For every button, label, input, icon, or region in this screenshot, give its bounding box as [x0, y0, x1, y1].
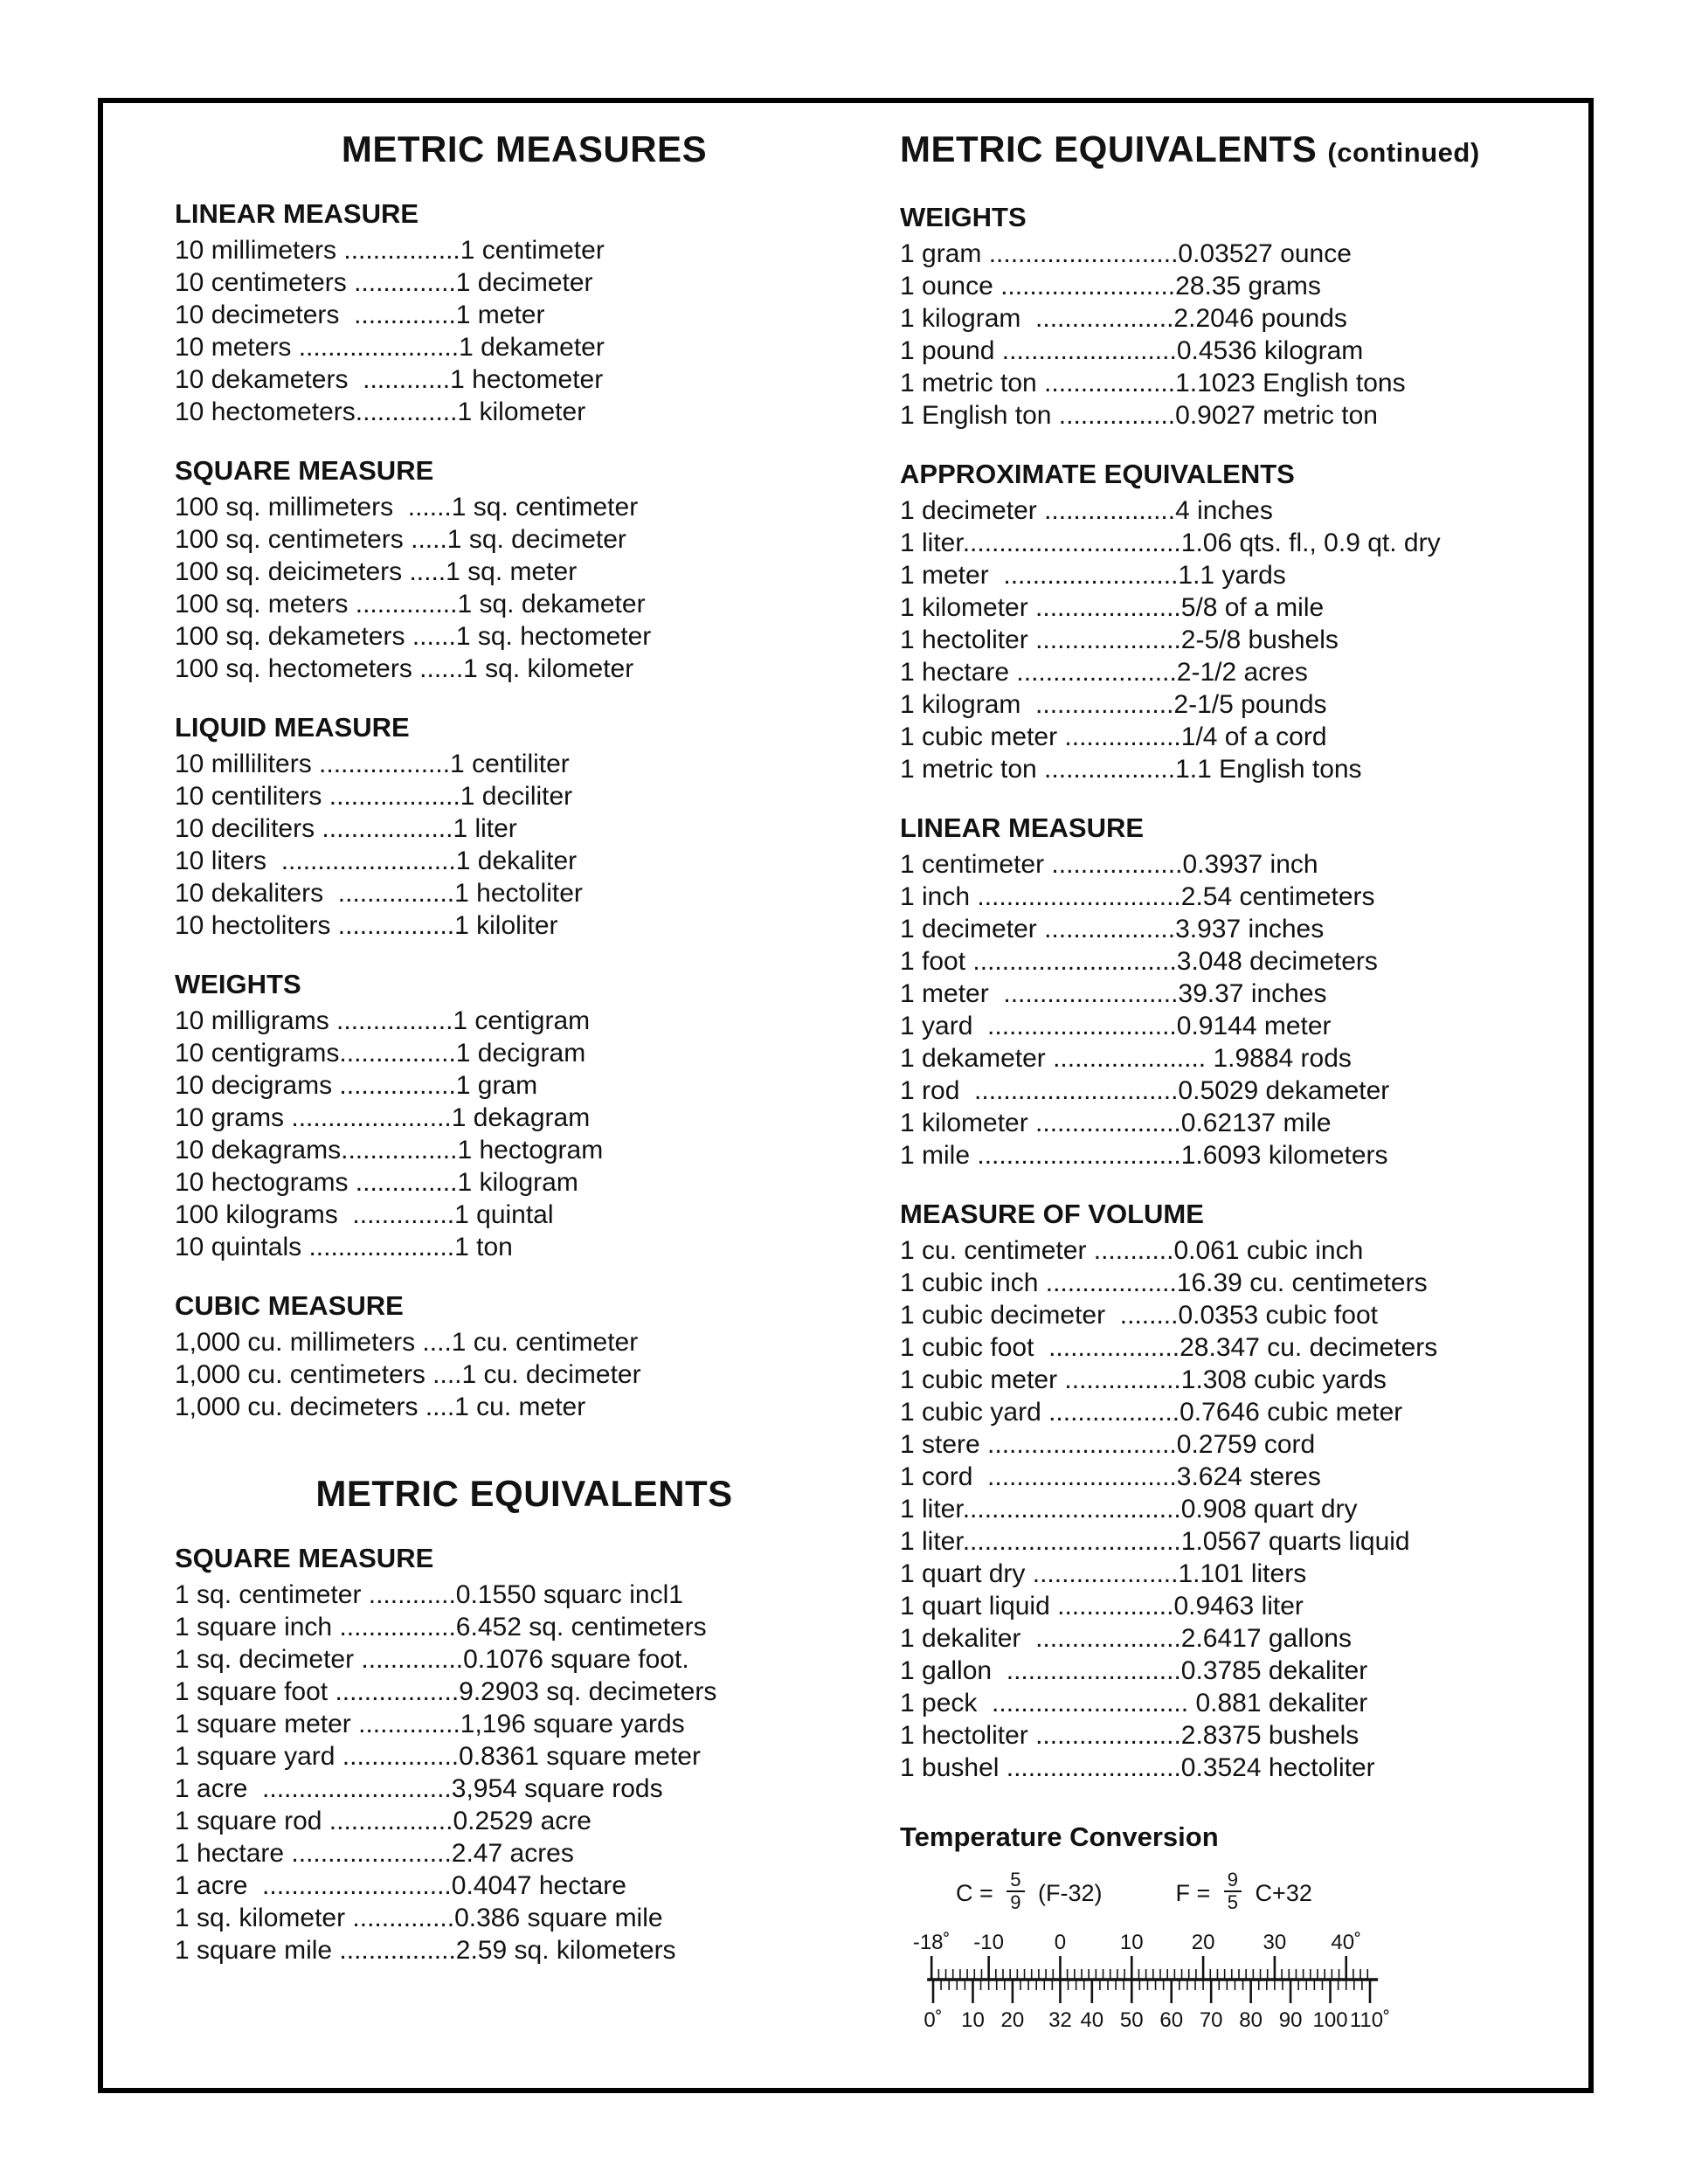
measure-row: 1 gallon ........................0.3785 dekaliter	[900, 1656, 1368, 1685]
svg-text:90: 90	[1278, 2008, 1303, 2032]
measure-row: 1 cubic inch ..................16.39 cu. centimeters	[900, 1268, 1428, 1297]
formula-pre: F =	[1175, 1879, 1217, 1906]
measure-row: 100 kilograms ..............1 quintal	[175, 1200, 554, 1229]
measure-row: 1 cubic yard ..................0.7646 cubic meter	[900, 1398, 1403, 1427]
svg-text:40˚: 40˚	[1331, 1931, 1362, 1954]
temperature-scale-wrapper	[907, 1922, 1599, 2042]
measure-row: 1 quart dry ....................1.101 liters	[900, 1559, 1307, 1588]
measure-row: 1 metric ton ..................1.1 English tons	[900, 755, 1362, 784]
section-heading: MEASURE OF VOLUME	[900, 1199, 1204, 1229]
svg-text:20: 20	[1191, 1931, 1215, 1954]
measure-row: 1 hectoliter ....................2-5/8 bushels	[900, 625, 1339, 654]
measure-of-volume-section	[900, 1196, 1599, 1784]
section-heading: CUBIC MEASURE	[175, 1290, 404, 1321]
measure-row: 1 foot ............................3.048 decimeters	[900, 947, 1378, 976]
measure-row: 1 cubic meter ................1.308 cubic yards	[900, 1365, 1387, 1394]
measure-row: 1 quart liquid ................0.9463 liter	[900, 1592, 1304, 1621]
measure-row: 1 English ton ................0.9027 metric ton	[900, 401, 1378, 430]
section-heading: APPROXIMATE EQUIVALENTS	[900, 459, 1295, 489]
measure-row: 10 hectograms ..............1 kilogram	[175, 1168, 578, 1197]
measure-row: 1 dekameter ..................... 1.9884 rods	[900, 1044, 1352, 1073]
title-text: METRIC EQUIVALENTS	[900, 128, 1328, 169]
fahrenheit-formula	[1176, 1871, 1312, 1915]
measure-row: 1 acre ..........................3,954 square rods	[175, 1774, 663, 1803]
measure-row: 1 pound ........................0.4536 kilogram	[900, 336, 1364, 365]
measure-row: 1 metric ton ..................1.1023 English tons	[900, 369, 1406, 397]
measure-row: 10 quintals ....................1 ton	[175, 1233, 513, 1261]
fraction	[1224, 1870, 1242, 1913]
measure-row: 1,000 cu. centimeters ....1 cu. decimeter	[175, 1360, 641, 1389]
measure-row: 1 ounce ........................28.35 grams	[900, 272, 1321, 301]
measure-row: 10 dekagrams................1 hectogram	[175, 1136, 604, 1165]
measure-row: 100 sq. meters ..............1 sq. dekameter	[175, 590, 646, 619]
measure-row: 1 hectare ......................2-1/2 acres	[900, 658, 1308, 687]
measure-row: 1 yard ..........................0.9144 meter	[900, 1012, 1332, 1040]
measure-row: 1 cubic meter ................1/4 of a cord	[900, 722, 1327, 751]
measure-row: 10 decimeters ..............1 meter	[175, 301, 545, 329]
measure-row: 1,000 cu. millimeters ....1 cu. centimeter	[175, 1328, 639, 1357]
measure-row: 1 cubic decimeter ........0.0353 cubic foot	[900, 1301, 1378, 1330]
measure-row: 1 kilometer ....................0.62137 mile	[900, 1109, 1332, 1137]
measure-row: 1 gram ..........................0.03527 ounce	[900, 239, 1352, 268]
measure-row: 100 sq. deicimeters .....1 sq. meter	[175, 557, 578, 586]
measure-row: 100 sq. hectometers ......1 sq. kilometer	[175, 654, 634, 683]
measure-row: 10 milligrams ................1 centigram	[175, 1006, 591, 1035]
svg-text:20: 20	[1000, 2008, 1025, 2032]
fraction	[1007, 1870, 1024, 1913]
weights-equivalents-section	[900, 199, 1599, 432]
svg-text:-10: -10	[973, 1931, 1004, 1954]
section-heading: LINEAR MEASURE	[900, 812, 1145, 843]
measure-row: 1 square foot .................9.2903 sq. decimeters	[175, 1677, 717, 1706]
measure-row: 1 meter ........................1.1 yards	[900, 561, 1286, 590]
weights-section	[175, 966, 874, 1263]
temperature-conversion-heading: Temperature Conversion	[900, 1821, 1219, 1852]
measure-row: 10 centiliters ..................1 deciliter	[175, 782, 573, 811]
fraction-numerator: 5	[1007, 1870, 1024, 1892]
title-continued-text: (continued)	[1327, 137, 1480, 168]
section-heading: SQUARE MEASURE	[175, 455, 434, 486]
linear-measure-section	[175, 196, 874, 428]
fraction-numerator: 9	[1224, 1870, 1242, 1892]
measure-row: 10 meters ......................1 dekameter	[175, 333, 605, 362]
cubic-measure-section	[175, 1288, 874, 1423]
section-heading: SQUARE MEASURE	[175, 1543, 434, 1573]
svg-text:60: 60	[1159, 2008, 1184, 2032]
measure-row: 10 deciliters ..................1 liter	[175, 814, 517, 843]
svg-text:10: 10	[961, 2008, 985, 2032]
linear-measure-equivalents-section	[900, 810, 1599, 1171]
measure-row: 1 hectare ......................2.47 acres	[175, 1839, 574, 1868]
measure-row: 1 peck ........................... 0.881 dekaliter	[900, 1689, 1368, 1717]
svg-text:32: 32	[1048, 2008, 1072, 2032]
formula-pre: C =	[956, 1879, 1000, 1906]
measure-row: 10 dekameters ............1 hectometer	[175, 365, 604, 394]
measure-row: 1 decimeter ..................4 inches	[900, 496, 1273, 525]
measure-row: 1 liter..............................0.908 quart dry	[900, 1495, 1358, 1524]
measure-row: 1 kilogram ...................2.2046 pounds	[900, 304, 1347, 333]
measure-row: 1 sq. kilometer ..............0.386 square mile	[175, 1904, 663, 1932]
temperature-formulas	[956, 1871, 1599, 1915]
svg-text:40: 40	[1080, 2008, 1104, 2032]
measure-row: 1 inch ............................2.54 centimeters	[900, 882, 1375, 911]
measure-row: 1 square rod .................0.2529 acre	[175, 1807, 591, 1835]
measure-row: 1 kilogram ...................2-1/5 pounds	[900, 690, 1327, 719]
metric-equivalents-column	[900, 128, 1599, 2042]
measure-row: 1 meter ........................39.37 inches	[900, 979, 1327, 1008]
liquid-measure-section	[175, 709, 874, 942]
celsius-formula	[956, 1871, 1103, 1915]
measure-row: 10 dekaliters ................1 hectoliter	[175, 879, 583, 908]
measure-row: 1 liter..............................1.06 qts. fl., 0.9 qt. dry	[900, 529, 1441, 557]
measure-row: 1 acre ..........................0.4047 hectare	[175, 1871, 626, 1900]
square-measure-equivalents-section	[175, 1540, 874, 1966]
square-measure-section	[175, 453, 874, 685]
svg-text:10: 10	[1119, 1931, 1144, 1954]
measure-row: 1 square inch ................6.452 sq. centimeters	[175, 1613, 707, 1641]
svg-text:-18˚: -18˚	[912, 1931, 951, 1954]
measure-row: 1 liter..............................1.0567 quarts liquid	[900, 1527, 1410, 1556]
section-heading: LINEAR MEASURE	[175, 198, 419, 229]
svg-text:80: 80	[1239, 2008, 1263, 2032]
measure-row: 1 rod ............................0.5029 dekameter	[900, 1076, 1390, 1105]
measure-row: 10 centimeters ..............1 decimeter	[175, 268, 593, 297]
svg-text:110˚: 110˚	[1349, 2008, 1391, 2032]
metric-equivalents-continued-title	[900, 128, 1599, 175]
temperature-scale-ruler	[907, 1922, 1431, 2037]
measure-row: 1 square meter ..............1,196 square yards	[175, 1710, 685, 1738]
measure-row: 1 sq. decimeter ..............0.1076 square foot.	[175, 1645, 689, 1674]
measure-row: 10 centigrams................1 decigram	[175, 1039, 586, 1068]
section-heading: WEIGHTS	[175, 969, 301, 999]
measure-row: 1 kilometer ....................5/8 of a mile	[900, 593, 1325, 622]
measure-row: 1 stere ..........................0.2759 cord	[900, 1430, 1316, 1459]
measure-row: 1 cu. centimeter ...........0.061 cubic inch	[900, 1236, 1364, 1265]
formula-post: C+32	[1249, 1879, 1312, 1906]
measure-row: 1 cubic foot ..................28.347 cu. decimeters	[900, 1333, 1438, 1362]
measure-row: 1 square yard ................0.8361 square meter	[175, 1742, 701, 1771]
svg-text:0˚: 0˚	[924, 2008, 943, 2032]
svg-text:70: 70	[1199, 2008, 1223, 2032]
measure-row: 10 grams ......................1 dekagram	[175, 1103, 591, 1132]
metric-measures-title: METRIC MEASURES	[341, 128, 708, 169]
metric-equivalents-title: METRIC EQUIVALENTS	[315, 1473, 733, 1514]
fraction-denominator: 9	[1010, 1891, 1021, 1913]
measure-row: 1 centimeter ..................0.3937 inch	[900, 850, 1318, 879]
svg-text:100: 100	[1312, 2008, 1348, 2032]
measure-row: 1 dekaliter ....................2.6417 gallons	[900, 1624, 1352, 1653]
measure-row: 1,000 cu. decimeters ....1 cu. meter	[175, 1393, 586, 1421]
page-frame	[98, 98, 1594, 2093]
svg-text:50: 50	[1119, 2008, 1144, 2032]
measure-row: 100 sq. dekameters ......1 sq. hectometer	[175, 622, 652, 651]
measure-row: 100 sq. centimeters .....1 sq. decimeter	[175, 525, 626, 554]
measure-row: 1 square mile ................2.59 sq. kilometers	[175, 1936, 676, 1965]
measure-row: 10 hectometers..............1 kilometer	[175, 397, 586, 426]
measure-row: 10 milliliters ..................1 centiliter	[175, 750, 570, 778]
measure-row: 10 hectoliters ................1 kiloliter	[175, 911, 558, 940]
measure-row: 10 decigrams ................1 gram	[175, 1071, 538, 1100]
temperature-conversion-section	[900, 1819, 1599, 2042]
measure-row: 1 hectoliter ....................2.8375 bushels	[900, 1721, 1359, 1750]
svg-text:0: 0	[1054, 1931, 1067, 1954]
section-heading: WEIGHTS	[900, 202, 1027, 232]
measure-row: 1 sq. centimeter ............0.1550 squarc incl1	[175, 1580, 683, 1609]
metric-measures-column	[175, 128, 874, 1966]
svg-text:30: 30	[1263, 1931, 1287, 1954]
fraction-denominator: 5	[1227, 1891, 1239, 1913]
measure-row: 100 sq. millimeters ......1 sq. centimeter	[175, 493, 639, 522]
measure-row: 1 cord ..........................3.624 steres	[900, 1462, 1321, 1491]
measure-row: 10 liters ........................1 dekaliter	[175, 847, 578, 875]
measure-row: 10 millimeters ................1 centimeter	[175, 236, 605, 265]
approximate-equivalents-section	[900, 456, 1599, 785]
section-heading: LIQUID MEASURE	[175, 712, 410, 743]
measure-row: 1 mile ............................1.6093 kilometers	[900, 1141, 1388, 1170]
formula-post: (F-32)	[1031, 1879, 1103, 1906]
measure-row: 1 bushel ........................0.3524 hectoliter	[900, 1753, 1375, 1782]
measure-row: 1 decimeter ..................3.937 inches	[900, 915, 1325, 943]
